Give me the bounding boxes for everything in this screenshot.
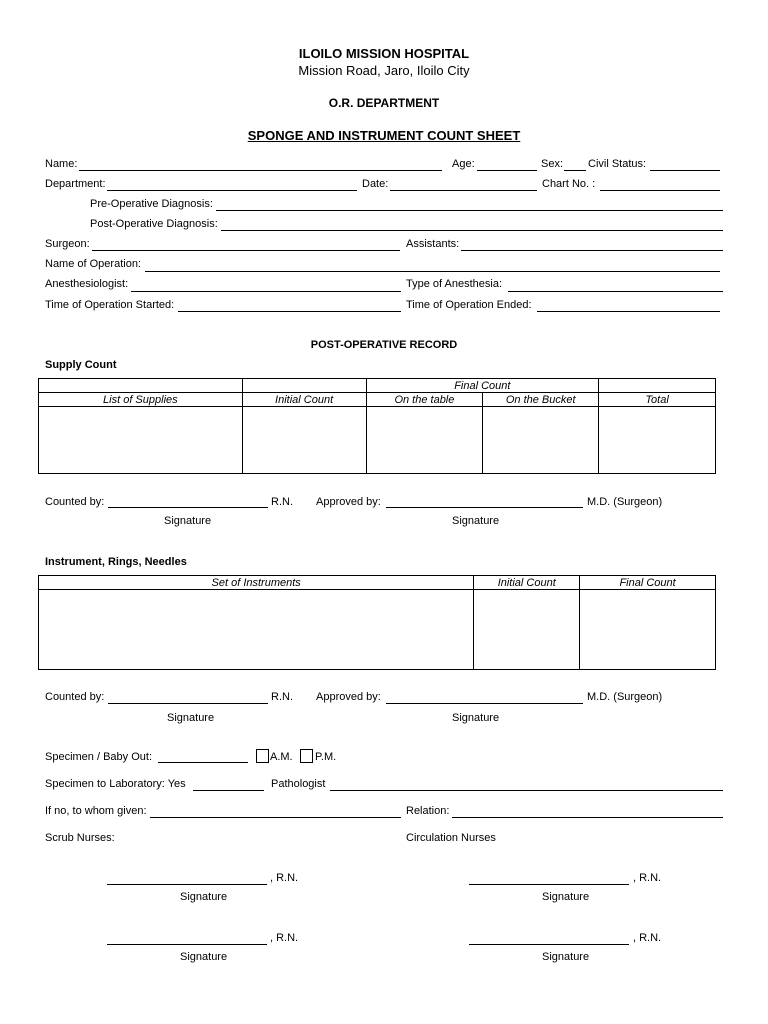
- column-header: Final Count: [580, 576, 716, 590]
- relation-field[interactable]: [452, 817, 723, 818]
- scrub-nurse-signature-line[interactable]: [107, 944, 267, 945]
- table-cell[interactable]: [599, 407, 716, 474]
- am-checkbox[interactable]: [256, 749, 269, 763]
- md-label: M.D. (Surgeon): [587, 496, 663, 508]
- column-header: Set of Instruments: [39, 576, 474, 590]
- supply-blank-header: [39, 379, 243, 393]
- signature-caption: Signature: [452, 515, 500, 527]
- am-label: A.M.: [270, 751, 293, 763]
- if-no-label: If no, to whom given:: [45, 805, 147, 817]
- date-label: Date:: [362, 178, 389, 190]
- time-ended-field[interactable]: [537, 311, 720, 312]
- date-field[interactable]: [390, 190, 537, 191]
- counted-by-label: Counted by:: [45, 496, 105, 508]
- approved-by-label: Approved by:: [316, 496, 381, 508]
- specimen-baby-out-label: Specimen / Baby Out:: [45, 751, 152, 763]
- time-started-label: Time of Operation Started:: [45, 299, 175, 311]
- specimen-lab-label: Specimen to Laboratory: Yes: [45, 778, 186, 790]
- chart-no-label: Chart No. :: [542, 178, 596, 190]
- supply-blank-header: [599, 379, 716, 393]
- column-header: Initial Count: [242, 393, 366, 407]
- approved-by-label: Approved by:: [316, 691, 381, 703]
- md-label: M.D. (Surgeon): [587, 691, 663, 703]
- scrub-nurses-label: Scrub Nurses:: [45, 832, 115, 844]
- supply-count-table: [38, 378, 716, 474]
- column-header: On the Bucket: [483, 393, 599, 407]
- chart-no-field[interactable]: [600, 190, 720, 191]
- rn-label: R.N.: [271, 496, 293, 508]
- department-field[interactable]: [107, 190, 357, 191]
- relation-label: Relation:: [406, 805, 450, 817]
- column-header: Total: [599, 393, 716, 407]
- specimen-lab-field[interactable]: [193, 790, 264, 791]
- final-count-group-header: Final Count: [366, 379, 599, 393]
- surgeon-label: Surgeon:: [45, 238, 90, 250]
- circulation-nurse-signature-line[interactable]: [469, 884, 629, 885]
- anesthesia-type-label: Type of Anesthesia:: [406, 278, 503, 290]
- rn-suffix: , R.N.: [633, 872, 662, 884]
- table-cell[interactable]: [366, 407, 483, 474]
- supply-count-heading: Supply Count: [45, 359, 117, 371]
- assistants-label: Assistants:: [406, 238, 460, 250]
- instrument-heading: Instrument, Rings, Needles: [45, 556, 187, 568]
- pm-checkbox[interactable]: [300, 749, 313, 763]
- time-started-field[interactable]: [178, 311, 401, 312]
- table-cell[interactable]: [483, 407, 599, 474]
- table-cell[interactable]: [474, 590, 580, 670]
- if-no-field[interactable]: [150, 817, 401, 818]
- instrument-table: [38, 575, 716, 670]
- operation-label: Name of Operation:: [45, 258, 141, 270]
- signature-caption: Signature: [180, 891, 228, 903]
- name-label: Name:: [45, 158, 78, 170]
- rn-label: R.N.: [271, 691, 293, 703]
- age-field[interactable]: [477, 170, 537, 171]
- name-field[interactable]: [79, 170, 442, 171]
- signature-caption: Signature: [452, 712, 500, 724]
- column-header: Initial Count: [474, 576, 580, 590]
- signature-caption: Signature: [164, 515, 212, 527]
- pm-label: P.M.: [315, 751, 337, 763]
- form-title: SPONGE AND INSTRUMENT COUNT SHEET: [247, 128, 521, 143]
- rn-suffix: , R.N.: [633, 932, 662, 944]
- anesthesia-type-field[interactable]: [508, 291, 723, 292]
- hospital-address: Mission Road, Jaro, Iloilo City: [298, 63, 470, 78]
- column-header: On the table: [366, 393, 483, 407]
- table-cell[interactable]: [39, 590, 474, 670]
- pathologist-field[interactable]: [330, 790, 723, 791]
- sex-field[interactable]: [564, 170, 586, 171]
- signature-caption: Signature: [542, 891, 590, 903]
- operation-field[interactable]: [145, 271, 720, 272]
- specimen-baby-out-field[interactable]: [158, 762, 248, 763]
- table-cell[interactable]: [39, 407, 243, 474]
- pre-op-field[interactable]: [216, 210, 723, 211]
- table-cell[interactable]: [242, 407, 366, 474]
- column-header: List of Supplies: [39, 393, 243, 407]
- post-op-field[interactable]: [221, 230, 723, 231]
- approved-by-field[interactable]: [386, 703, 583, 704]
- department-label: Department:: [45, 178, 106, 190]
- assistants-field[interactable]: [461, 250, 723, 251]
- pre-op-label: Pre-Operative Diagnosis:: [90, 198, 213, 210]
- rn-suffix: , R.N.: [270, 932, 299, 944]
- form-title-wrap: [0, 128, 768, 143]
- time-ended-label: Time of Operation Ended:: [406, 299, 532, 311]
- supply-blank-header: [242, 379, 366, 393]
- counted-by-field[interactable]: [108, 703, 268, 704]
- approved-by-field[interactable]: [386, 507, 583, 508]
- civil-status-field[interactable]: [650, 170, 720, 171]
- civil-status-label: Civil Status:: [588, 158, 647, 170]
- signature-caption: Signature: [542, 951, 590, 963]
- age-label: Age:: [452, 158, 475, 170]
- surgeon-field[interactable]: [92, 250, 400, 251]
- counted-by-label: Counted by:: [45, 691, 105, 703]
- table-cell[interactable]: [580, 590, 716, 670]
- anesthesiologist-label: Anesthesiologist:: [45, 278, 129, 290]
- rn-suffix: , R.N.: [270, 872, 299, 884]
- sex-label: Sex:: [541, 158, 564, 170]
- department-title: O.R. DEPARTMENT: [328, 96, 440, 110]
- counted-by-field[interactable]: [108, 507, 268, 508]
- circulation-nurses-label: Circulation Nurses: [406, 832, 496, 844]
- pathologist-label: Pathologist: [271, 778, 326, 790]
- signature-caption: Signature: [167, 712, 215, 724]
- post-op-record-title: POST-OPERATIVE RECORD: [310, 339, 458, 351]
- hospital-name: ILOILO MISSION HOSPITAL: [298, 46, 470, 61]
- anesthesiologist-field[interactable]: [131, 291, 401, 292]
- scrub-nurse-signature-line[interactable]: [107, 884, 267, 885]
- post-op-label: Post-Operative Diagnosis:: [90, 218, 218, 230]
- signature-caption: Signature: [180, 951, 228, 963]
- circulation-nurse-signature-line[interactable]: [469, 944, 629, 945]
